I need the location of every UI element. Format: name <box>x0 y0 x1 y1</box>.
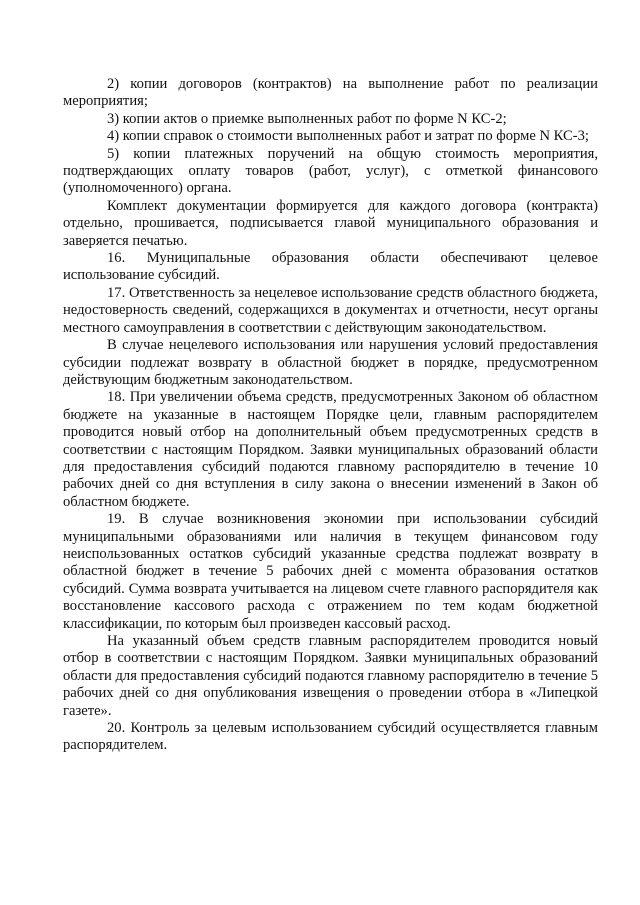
paragraph-item-2-copies-contracts: 2) копии договоров (контрактов) на выполнение работ по реализации мероприятия; <box>63 76 598 110</box>
paragraph-clause-18: 18. При увеличении объема средств, предусмотренных Законом об областном бюджете на указанные в настоящем Порядке цели, главным распорядителем проводится новый отбор на дополнительный объем предусмотренных средств в соответствии с настоящим Порядком. Заявки муниципальных образований области для предоставления субсидий подаются главному распорядителю в течение 10 рабочих дней со дня вступления в силу закона о внесении изменений в Закон об областном бюджете. <box>63 389 598 510</box>
paragraph-new-selection: На указанный объем средств главным распорядителем проводится новый отбор в соответствии с настоящим Порядком. Заявки муниципальных образований области для предоставления субсидий подаются главному распорядителю в течение 5 рабочих дней со дня опубликования извещения о проведении отбора в «Липецкой газете». <box>63 633 598 719</box>
paragraph-clause-19: 19. В случае возникновения экономии при использовании субсидий муниципальными образованиями или наличия в текущем финансовом году неиспользованных остатков субсидий указанные средства подлежат возврату в областной бюджет в течение 5 рабочих дней с момента образования остатков субсидий. Сумма возврата учитывается на лицевом счете главного распорядителя как восстановление кассового расхода с отражением по тем кодам бюджетной классификации, по которым был произведен кассовый расход. <box>63 511 598 632</box>
paragraph-item-3-copies-acts: 3) копии актов о приемке выполненных работ по форме N КС-2; <box>107 110 507 127</box>
paragraph-clause-20: 20. Контроль за целевым использованием субсидий осуществляется главным распорядителем. <box>63 720 598 754</box>
paragraph-item-5-copies-payment-orders: 5) копии платежных поручений на общую стоимость мероприятия, подтверждающих оплату товаров (работ, услуг), с отметкой финансового (уполномоченного) органа. <box>63 145 598 197</box>
document-page <box>63 76 598 755</box>
paragraph-misuse-return: В случае нецелевого использования или нарушения условий предоставления субсидии подлежат возврату в областной бюджет в порядке, предусмотренном действующим бюджетным законодательством. <box>63 337 598 388</box>
paragraph-item-4-copies-statements: 4) копии справок о стоимости выполненных работ и затрат по форме N КС-3; <box>107 128 589 145</box>
paragraph-clause-16: 16. Муниципальные образования области обеспечивают целевое использование субсидий. <box>63 250 598 284</box>
paragraph-documentation-set: Комплект документации формируется для каждого договора (контракта) отдельно, прошивается, подписывается главой муниципального образования и заверяется печатью. <box>63 197 598 249</box>
paragraph-clause-17: 17. Ответственность за нецелевое использование средств областного бюджета, недостоверность сведений, содержащихся в документах и отчетности, несут органы местного самоуправления в соответствии с действующим законодательством. <box>63 284 598 336</box>
